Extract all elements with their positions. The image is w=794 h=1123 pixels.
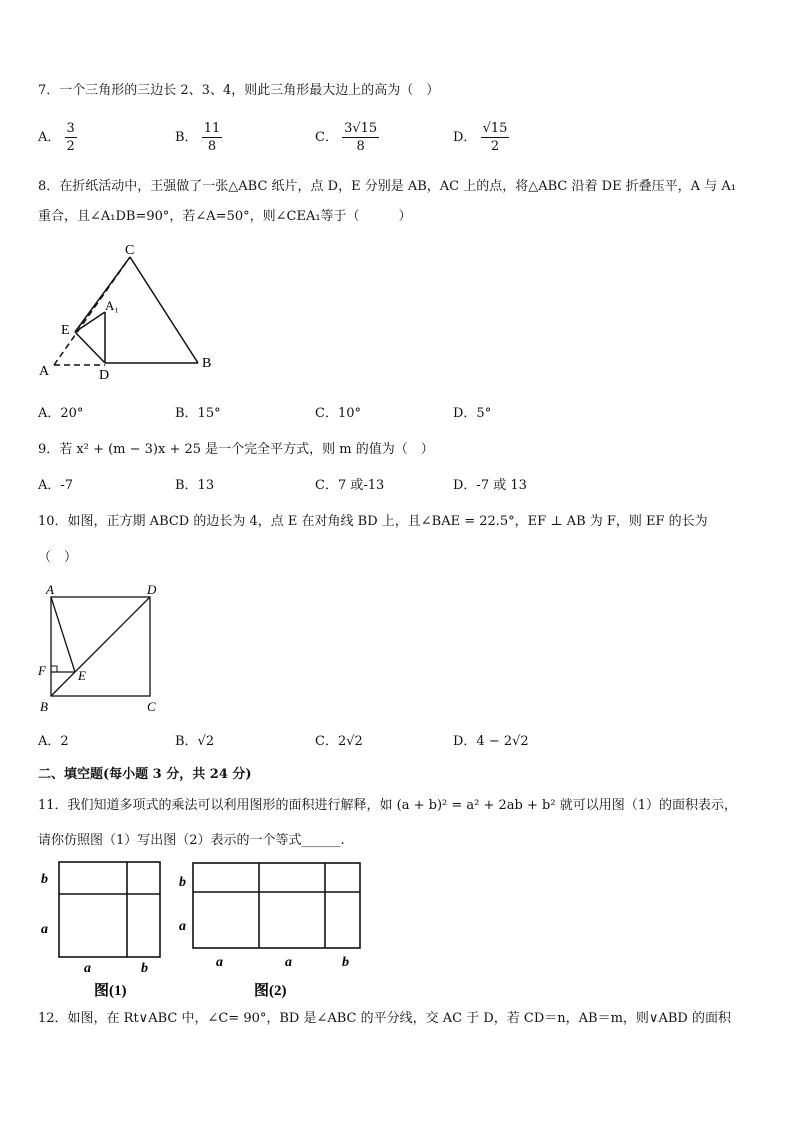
- q9-option-c: C．7 或-13: [315, 478, 385, 493]
- q9-option-d: D．-7 或 13: [453, 478, 527, 493]
- q10-option-b: B．√2: [175, 734, 215, 749]
- q11-stem-line2: 请你仿照图（1）写出图（2）表示的一个等式______.: [38, 833, 345, 848]
- q9-option-a: A．-7: [38, 478, 74, 493]
- q10-square-figure: [34, 580, 174, 720]
- fig1-label-bottom-b: b: [141, 961, 148, 976]
- q7-option-d: D． $\frac{√15}{2}$: [453, 121, 508, 154]
- fig1-label-b: b: [41, 872, 48, 887]
- q10-label-c: C: [147, 699, 156, 714]
- q11-figure-1: [34, 858, 174, 1003]
- q8-option-d: D．5°: [453, 406, 492, 421]
- fig2-label-b: b: [179, 875, 186, 890]
- q8-stem-line2: 重合，且∠A₁DB=90°，若∠A=50°，则∠CEA₁等于（ ）: [38, 209, 412, 224]
- q8-label-a: A: [39, 364, 50, 379]
- fig1-label-bottom-a: a: [84, 961, 91, 976]
- fig2-label-bottom-a2: a: [285, 955, 292, 970]
- fig1-label-a: a: [41, 922, 48, 937]
- q10-stem-line2: （ ）: [38, 550, 78, 565]
- q10-stem-line1: 10．如图，正方期 ABCD 的边长为 4，点 E 在对角线 BD 上，且∠BAE = 22.5°，EF ⊥ AB 为 F，则 EF 的长为: [38, 514, 708, 529]
- fig1-caption: 图(1): [94, 983, 127, 999]
- q10-label-e: E: [78, 668, 86, 683]
- fig2-label-a: a: [179, 919, 186, 934]
- fig2-label-bottom-a1: a: [216, 955, 223, 970]
- q10-option-d: D．4 − 2√2: [453, 734, 529, 749]
- q7-stem: 7．一个三角形的三边长 2、3、4，则此三角形最大边上的高为（ ）: [38, 83, 440, 98]
- q8-label-e: E: [61, 323, 70, 338]
- q10-label-f: F: [38, 663, 46, 678]
- q8-triangle-figure: [30, 240, 230, 385]
- section-title-fill-in: 二、填空题(每小题 3 分，共 24 分): [38, 767, 252, 782]
- q10-option-c: C．2√2: [315, 734, 363, 749]
- q7-option-c: C． $\frac{3√15}{8}$: [315, 121, 378, 154]
- q11-stem-line1: 11．我们知道多项式的乘法可以利用图形的面积进行解释，如 (a + b)² = a² + 2ab + b² 就可以用图（1）的面积表示，: [38, 798, 737, 813]
- q8-option-a: A．20°: [38, 406, 84, 421]
- q8-option-b: B．15°: [175, 406, 221, 421]
- q8-stem-line1: 8．在折纸活动中，王强做了一张△ABC 纸片，点 D，E 分别是 AB，AC 上的点，将△ABC 沿着 DE 折叠压平，A 与 A₁: [38, 179, 736, 194]
- q10-label-d: D: [147, 582, 157, 597]
- fig2-label-bottom-b: b: [342, 955, 349, 970]
- q10-option-a: A．2: [38, 734, 69, 749]
- q8-label-a1: A₁: [105, 298, 119, 313]
- q9-stem: 9．若 x² + (m − 3)x + 25 是一个完全平方式，则 m 的值为（ ）: [38, 442, 434, 457]
- q7-option-b: B． $\frac{11}{8}$: [175, 121, 221, 154]
- q8-label-c: C: [125, 243, 135, 258]
- q9-option-b: B．13: [175, 478, 215, 493]
- q10-label-a: A: [46, 582, 54, 597]
- q10-label-b: B: [40, 699, 48, 714]
- q8-label-b: B: [202, 356, 212, 371]
- q8-label-d: D: [99, 368, 110, 383]
- q7-option-a: A． $\frac{3}{2}$: [38, 121, 75, 154]
- fig2-caption: 图(2): [254, 983, 287, 999]
- q8-option-c: C．10°: [315, 406, 361, 421]
- q11-figure-2: [170, 858, 370, 1003]
- q12-stem: 12．如图，在 Rt∨ABC 中，∠C= 90°，BD 是∠ABC 的平分线，交 AC 于 D，若 CD＝n，AB＝m，则∨ABD 的面积: [38, 1011, 731, 1026]
